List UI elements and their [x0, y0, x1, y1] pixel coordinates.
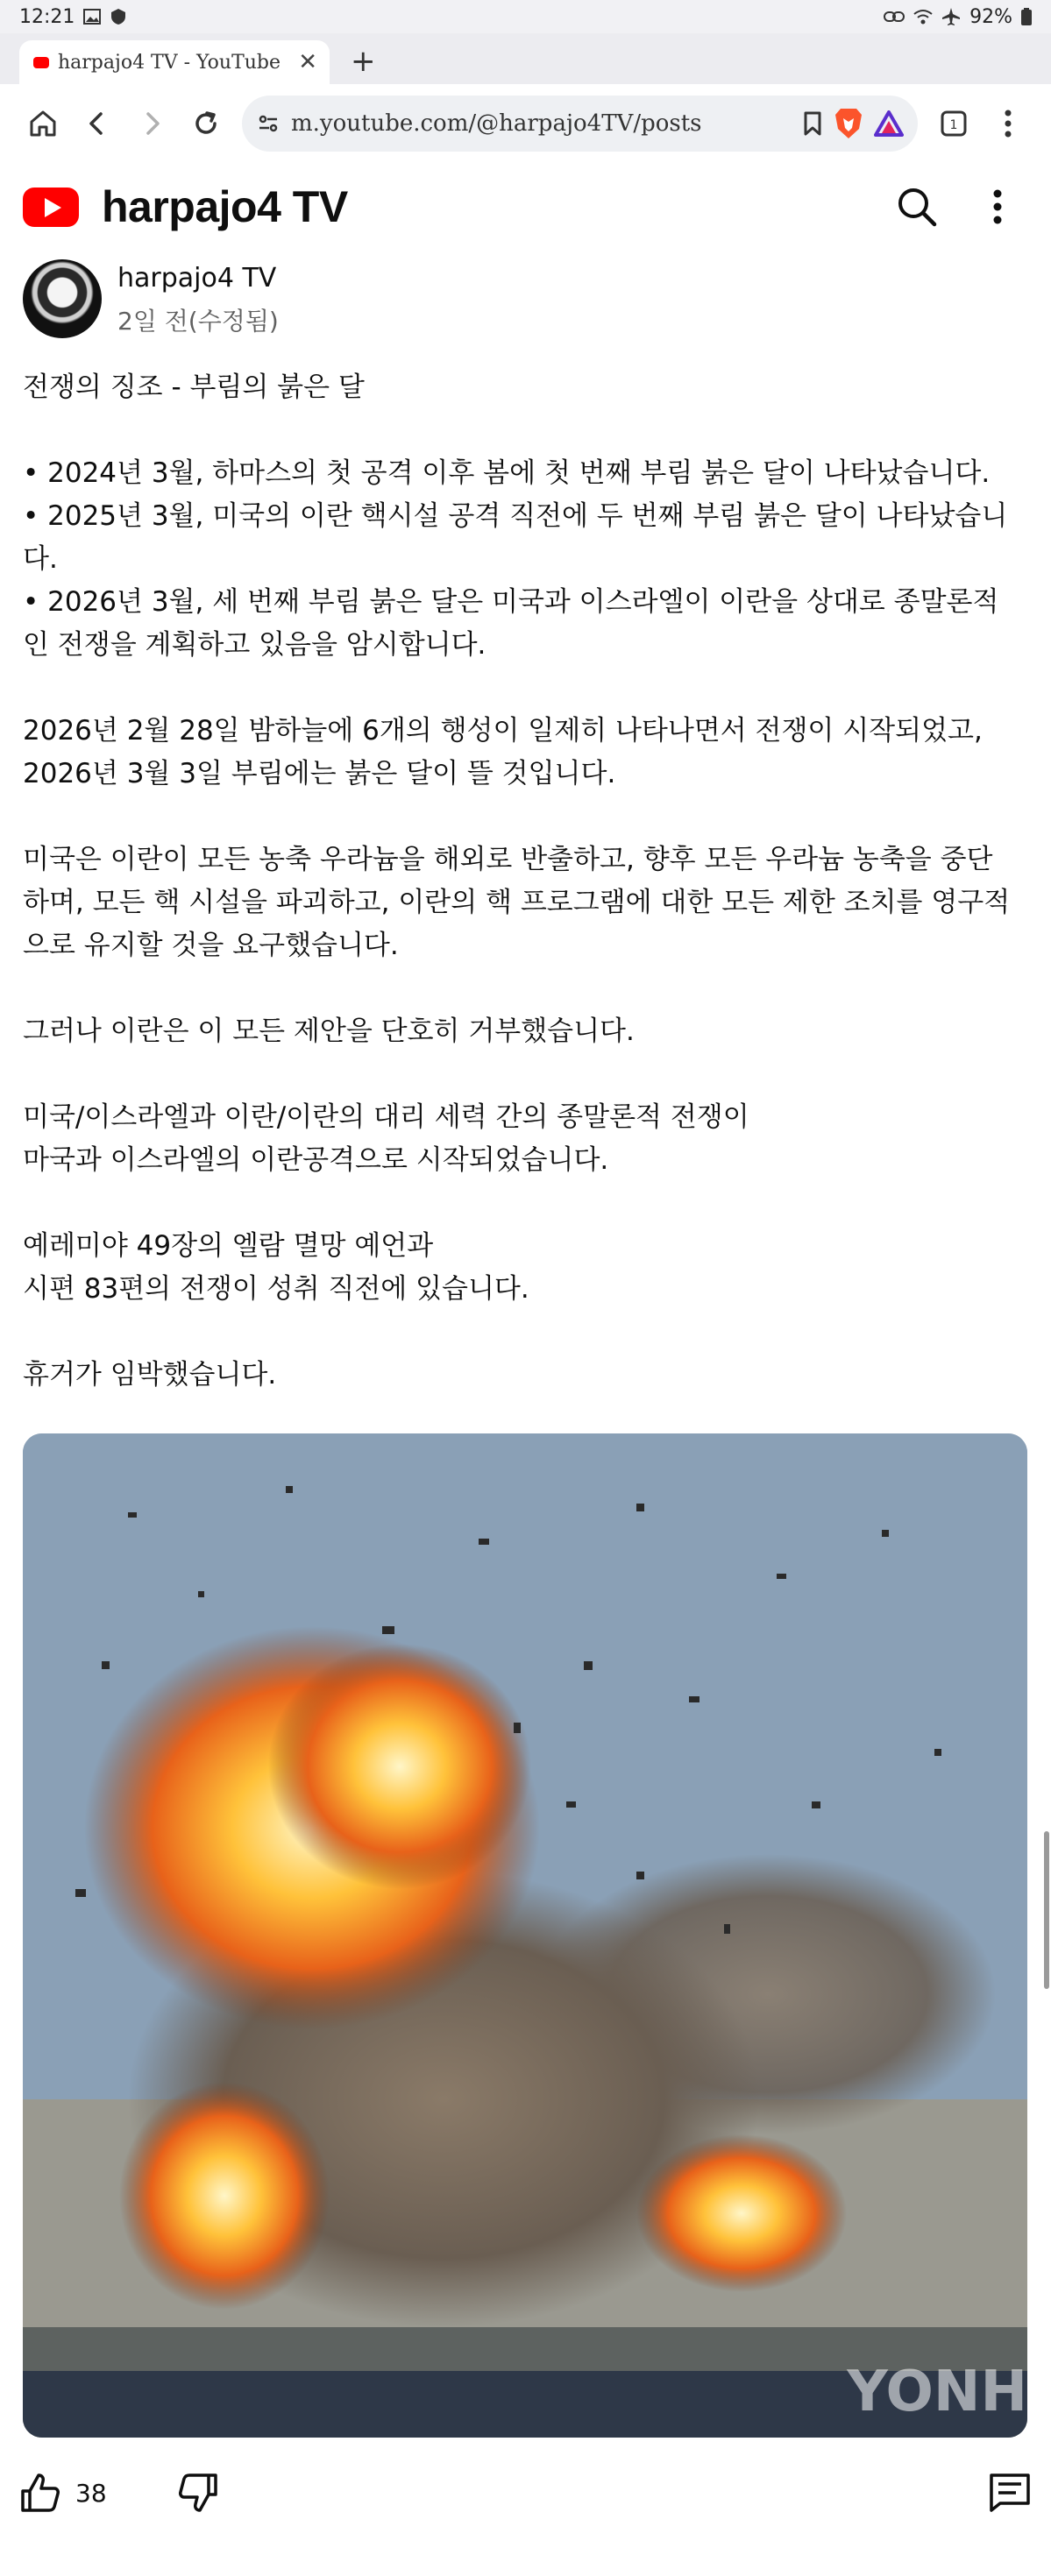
home-button[interactable]	[16, 96, 70, 151]
browser-tab[interactable]	[19, 40, 330, 84]
gallery-notification-icon	[83, 9, 101, 25]
more-options-button[interactable]	[967, 176, 1028, 237]
site-settings-icon[interactable]	[256, 111, 281, 136]
new-tab-button[interactable]: +	[351, 44, 376, 79]
airplane-mode-icon	[941, 7, 961, 26]
youtube-favicon-icon	[33, 57, 49, 68]
post-timestamp: 2일 전(수정됨)	[117, 307, 279, 336]
post-header	[23, 259, 279, 338]
bookmark-icon[interactable]	[802, 110, 823, 137]
wifi-icon	[913, 9, 933, 25]
comment-icon	[988, 2472, 1032, 2514]
browser-toolbar	[0, 84, 1051, 163]
url-text[interactable]: m.youtube.com/@harpajo4TV/posts	[291, 110, 702, 137]
post-author[interactable]: harpajo4 TV	[117, 263, 277, 294]
dislike-button[interactable]	[177, 2472, 219, 2514]
address-bar[interactable]	[242, 96, 918, 152]
youtube-header	[0, 163, 1051, 251]
vertical-dots-icon	[1004, 110, 1012, 138]
home-icon	[28, 109, 58, 138]
battery-percent: 92%	[969, 5, 1012, 28]
tab-title: harpajo4 TV - YouTube	[58, 51, 281, 74]
tab-close-icon[interactable]: ✕	[298, 49, 317, 75]
tab-switcher-icon	[940, 110, 968, 138]
like-count: 38	[75, 2478, 107, 2508]
explosion-image	[23, 1433, 1027, 2438]
svg-text:1: 1	[949, 118, 958, 132]
brave-rewards-icon[interactable]	[874, 110, 904, 137]
browser-menu-button[interactable]	[981, 96, 1035, 151]
reload-icon	[192, 110, 220, 138]
page-scrollbar[interactable]	[1044, 1831, 1049, 1989]
forward-arrow-icon	[138, 110, 165, 137]
thumbs-up-icon	[19, 2472, 61, 2514]
avatar[interactable]	[23, 259, 102, 338]
reload-button[interactable]	[179, 96, 233, 151]
back-arrow-icon	[84, 110, 110, 137]
watermark-text: YONH	[847, 2360, 1027, 2424]
thumbs-down-icon	[177, 2472, 219, 2514]
tab-switcher-button[interactable]	[927, 96, 981, 151]
link-icon	[884, 11, 905, 23]
post-actions	[0, 2453, 1051, 2532]
search-button[interactable]	[886, 176, 948, 237]
status-bar	[0, 0, 1051, 33]
post-text: 전쟁의 징조 - 부림의 붉은 달 • 2024년 3월, 하마스의 첫 공격 이후 봄에 첫 번째 부림 붉은 달이 나타났습니다. • 2025년 3월, 미국의 이란 핵시설 공격 직전에 두 번째 부림 붉은 달이 나타났습니 다. • 2026년 3월, 세 번째 부림 붉은 달은 미국과 이스라엘이 이란을 상대로 종말론적 인 전쟁을 계획하고 있음을 암시합니다. 2026년 2월 28일 밤하늘에 6개의 행성이 일제히 나타나면서 전쟁이 시작되었고, 2026년 3월 3일 부림에는 붉은 달이 뜰 것입니다. 미국은 이란이 모든 농축 우라늄을 해외로 반출하고, 향후 모든 우라늄 농축을 중단 하며, 모든 핵 시설을 파괴하고, 이란의 핵 프로그램에 대한 모든 제한 조치를 영구적 으로 유지할 것을 요구했습니다. 그러나 이란은 이 모든 제안을 단호히 거부했습니다. 미국/이스라엘과 이란/이란의 대리 세력 간의 종말론적 전쟁이 마국과 이스라엘의 이란공격으로 시작되었습니다. 예레미야 49장의 엘람 멸망 예언과 시편 83편의 전쟁이 성취 직전에 있습니다. 휴거가 임박했습니다.	[23, 372, 1011, 1391]
channel-title: harpajo4 TV	[102, 182, 348, 231]
post-image[interactable]	[23, 1433, 1027, 2438]
youtube-logo-icon[interactable]	[23, 188, 79, 227]
brave-shields-icon[interactable]	[834, 107, 863, 140]
forward-button[interactable]	[124, 96, 179, 151]
comments-button[interactable]	[988, 2472, 1032, 2514]
search-icon	[896, 186, 938, 228]
vertical-dots-icon	[993, 189, 1002, 224]
battery-icon	[1021, 8, 1032, 25]
tab-strip	[0, 33, 1051, 84]
like-button[interactable]	[19, 2472, 107, 2514]
back-button[interactable]	[70, 96, 124, 151]
clock: 12:21	[19, 5, 75, 28]
vpn-notification-icon	[110, 8, 127, 25]
